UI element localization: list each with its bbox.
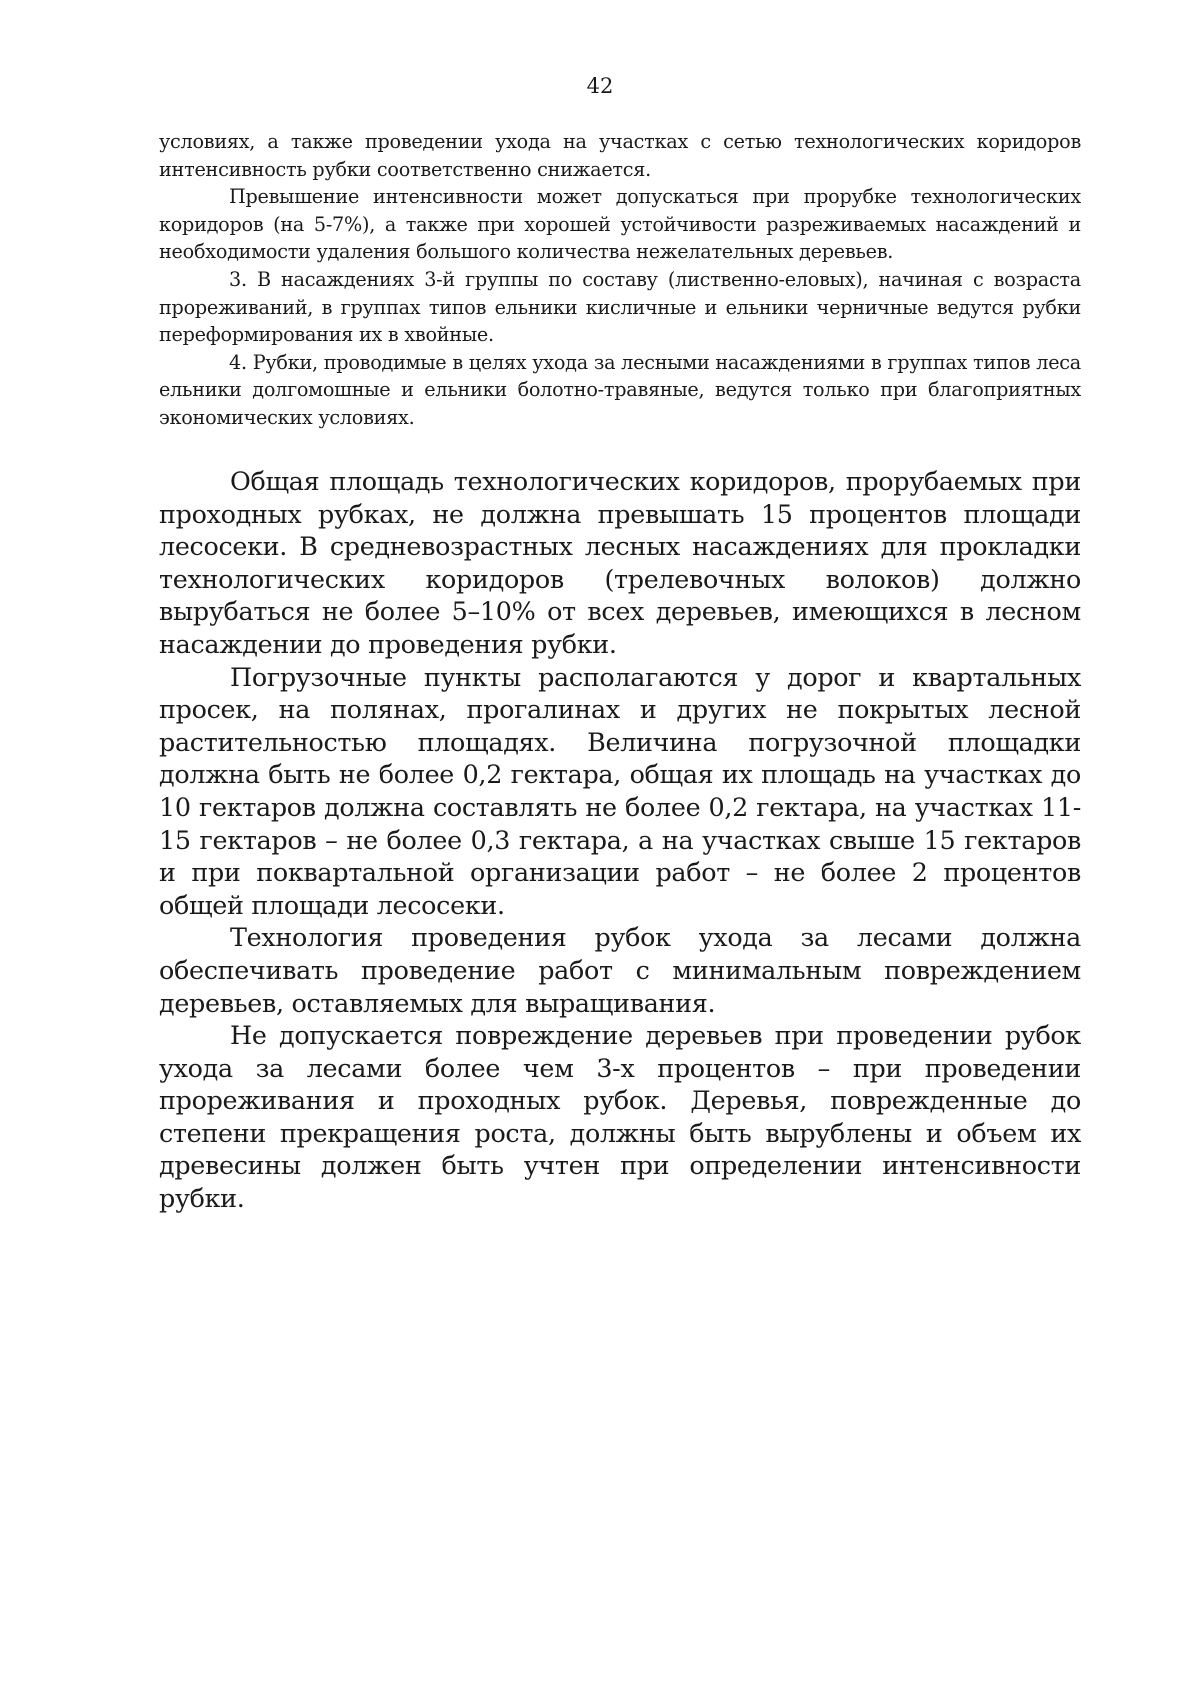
main-paragraph: Не допускается повреждение деревьев при проведении рубок ухода за лесами более чем 3-х процентов – при проведении прореживания и проходных рубок. Деревья, поврежденные до степени прекращения роста, должны быть вырублены и объем их древесины должен быть учтен при определении интенсивности рубки.	[159, 1020, 1081, 1214]
intro-paragraph: условиях, а также проведении ухода на участках с сетью технологических коридоров интенсивность рубки соответственно снижается.	[159, 130, 1081, 181]
intro-paragraph: Превышение интенсивности может допускаться при прорубке технологических коридоров (на 5-7%), а также при хорошей устойчивости разреживаемых насаждений и необходимости удаления большого количества нежелательных деревьев.	[159, 185, 1081, 264]
main-paragraph: Общая площадь технологических коридоров, прорубаемых при проходных рубках, не должна превышать 15 процентов площади лесосеки. В средневозрастных лесных насаждениях для прокладки технологических коридоров (трелевочных волоков) должно вырубаться не более 5–10% от всех деревьев, имеющихся в лесном насаждении до проведения рубки.	[159, 466, 1081, 659]
page-number: 42	[586, 74, 614, 98]
intro-paragraph: 3. В насаждениях 3-й группы по составу (лиственно-еловых), начиная с возраста прореживаний, в группах типов ельники кисличные и ельники черничные ведутся рубки переформирования их в хвойные.	[159, 267, 1081, 347]
main-paragraph: Погрузочные пункты располагаются у дорог и квартальных просек, на полянах, прогалинах и других не покрытых лесной растительностью площадях. Величина погрузочной площадки должна быть не более 0,2 гектара, общая их площадь на участках до 10 гектаров должна составлять не более 0,2 гектара, на участках 11-15 гектаров – не более 0,3 гектара, а на участках свыше 15 гектаров и при поквартальной организации работ – не более 2 процентов общей площади лесосеки.	[159, 661, 1081, 920]
main-paragraph: Технология проведения рубок ухода за лесами должна обеспечивать проведение работ с минимальным повреждением деревьев, оставляемых для выращивания.	[159, 922, 1081, 1018]
main-text-block	[159, 465, 1081, 1215]
intro-paragraph: 4. Рубки, проводимые в целях ухода за лесными насаждениями в группах типов леса ельники долгомошные и ельники болотно-травяные, ведутся только при благоприятных экономических условиях.	[159, 350, 1081, 429]
intro-text-block	[159, 128, 1081, 432]
